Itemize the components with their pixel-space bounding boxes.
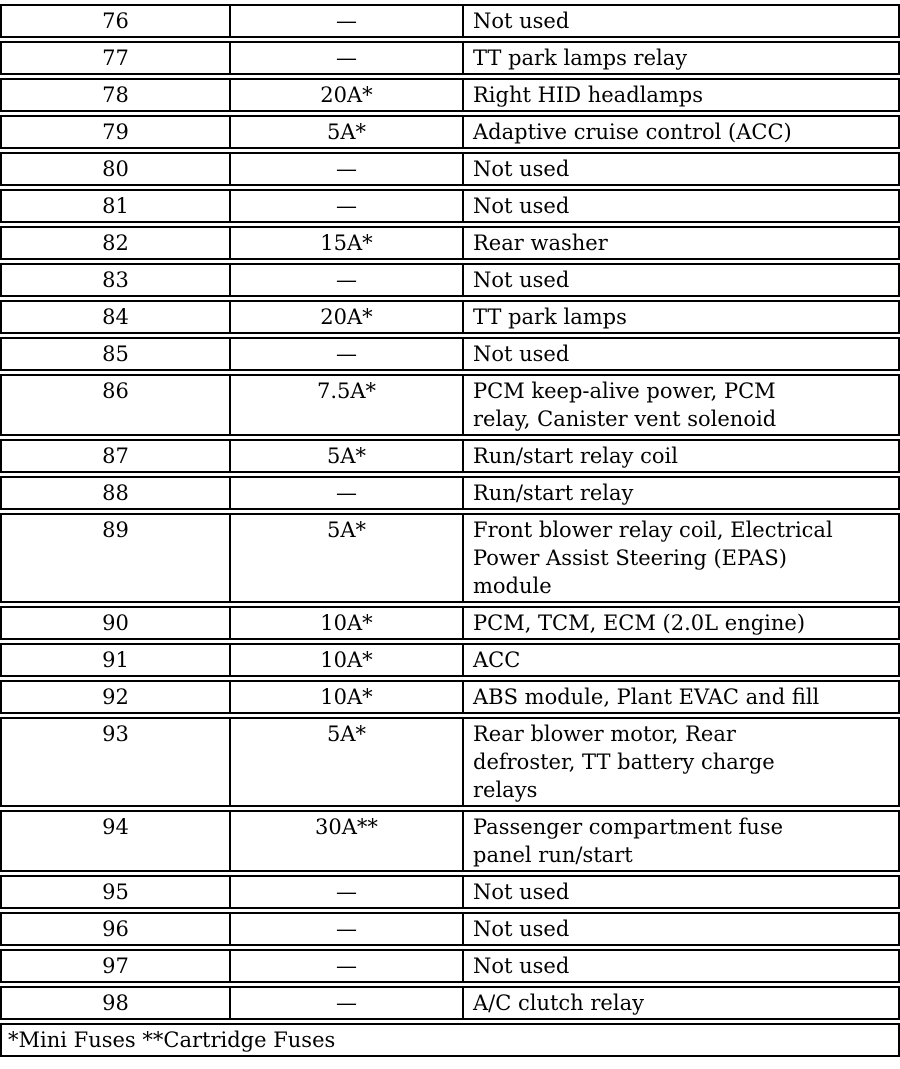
fuse-row <box>0 643 900 677</box>
fuse-row <box>0 374 900 436</box>
description-cell: Run/start relay coil <box>473 444 678 468</box>
rating-cell: 5A* <box>231 515 464 601</box>
footer-row <box>0 1023 900 1057</box>
fuse-row <box>0 152 900 186</box>
fuse-number-cell: 84 <box>2 302 231 332</box>
fuse-row <box>0 115 900 149</box>
fuse-row <box>0 41 900 75</box>
description-cell: Adaptive cruise control (ACC) <box>473 120 792 144</box>
rating-cell: — <box>231 478 464 508</box>
fuse-row <box>0 606 900 640</box>
fuse-row <box>0 875 900 909</box>
fuse-number-cell: 77 <box>2 43 231 73</box>
fuse-number-cell: 80 <box>2 154 231 184</box>
fuse-number-cell: 92 <box>2 682 231 712</box>
fuse-number-cell: 93 <box>2 719 231 805</box>
fuse-number-cell: 86 <box>2 376 231 434</box>
fuse-number-cell: 96 <box>2 914 231 944</box>
fuse-row <box>0 300 900 334</box>
fuse-row <box>0 439 900 473</box>
rating-cell: — <box>231 951 464 981</box>
rating-cell: 20A* <box>231 302 464 332</box>
description-cell: Not used <box>473 9 570 33</box>
rating-cell: — <box>231 988 464 1018</box>
description-cell: Not used <box>473 342 570 366</box>
fuse-number-cell: 95 <box>2 877 231 907</box>
fuse-row <box>0 189 900 223</box>
description-cell: PCM, TCM, ECM (2.0L engine) <box>473 611 806 635</box>
fuse-number-cell: 78 <box>2 80 231 110</box>
fuse-number-cell: 88 <box>2 478 231 508</box>
fuse-number-cell: 89 <box>2 515 231 601</box>
rating-cell: — <box>231 339 464 369</box>
description-cell: Rear washer <box>473 231 608 255</box>
description-cell: Run/start relay <box>473 481 634 505</box>
fuse-number-cell: 79 <box>2 117 231 147</box>
rating-cell: 30A** <box>231 812 464 870</box>
fuse-number-cell: 97 <box>2 951 231 981</box>
fuse-number-cell: 94 <box>2 812 231 870</box>
rating-cell: 5A* <box>231 719 464 805</box>
description-cell: Passenger compartment fuse panel run/start <box>473 815 784 867</box>
description-cell: Not used <box>473 157 570 181</box>
description-cell: PCM keep-alive power, PCM relay, Canister vent solenoid <box>473 379 777 431</box>
rating-cell: 10A* <box>231 682 464 712</box>
description-cell: Not used <box>473 880 570 904</box>
rating-cell: 5A* <box>231 117 464 147</box>
rating-cell: 5A* <box>231 441 464 471</box>
fuse-number-cell: 76 <box>2 6 231 36</box>
footer-note: *Mini Fuses **Cartridge Fuses <box>8 1028 336 1052</box>
description-cell: Not used <box>473 917 570 941</box>
fuse-row <box>0 513 900 603</box>
description-cell: ACC <box>473 648 521 672</box>
rating-cell: 10A* <box>231 608 464 638</box>
rating-cell: 7.5A* <box>231 376 464 434</box>
fuse-row <box>0 78 900 112</box>
rating-cell: — <box>231 154 464 184</box>
description-cell: Not used <box>473 194 570 218</box>
fuse-row <box>0 810 900 872</box>
rating-cell: — <box>231 6 464 36</box>
fuse-row <box>0 263 900 297</box>
fuse-row <box>0 4 900 38</box>
fuse-number-cell: 98 <box>2 988 231 1018</box>
fuse-row <box>0 476 900 510</box>
fuse-row <box>0 680 900 714</box>
fuse-row <box>0 986 900 1020</box>
rating-cell: — <box>231 877 464 907</box>
description-cell: A/C clutch relay <box>473 991 644 1015</box>
fuse-table <box>0 4 900 1057</box>
fuse-row <box>0 717 900 807</box>
description-cell: Front blower relay coil, Electrical Power Assist Steering (EPAS) module <box>473 518 833 598</box>
rating-cell: 10A* <box>231 645 464 675</box>
rating-cell: — <box>231 914 464 944</box>
fuse-row <box>0 912 900 946</box>
description-cell: Not used <box>473 268 570 292</box>
rating-cell: 20A* <box>231 80 464 110</box>
rating-cell: 15A* <box>231 228 464 258</box>
fuse-number-cell: 87 <box>2 441 231 471</box>
description-cell: Not used <box>473 954 570 978</box>
description-cell: ABS module, Plant EVAC and fill <box>473 685 820 709</box>
description-cell: TT park lamps relay <box>473 46 688 70</box>
description-cell: TT park lamps <box>473 305 627 329</box>
fuse-number-cell: 85 <box>2 339 231 369</box>
description-cell: Rear blower motor, Rear defroster, TT battery charge relays <box>473 722 775 802</box>
fuse-number-cell: 83 <box>2 265 231 295</box>
fuse-number-cell: 90 <box>2 608 231 638</box>
fuse-number-cell: 82 <box>2 228 231 258</box>
fuse-number-cell: 81 <box>2 191 231 221</box>
rating-cell: — <box>231 265 464 295</box>
fuse-row <box>0 337 900 371</box>
fuse-row <box>0 949 900 983</box>
fuse-number-cell: 91 <box>2 645 231 675</box>
fuse-row <box>0 226 900 260</box>
description-cell: Right HID headlamps <box>473 83 704 107</box>
rating-cell: — <box>231 43 464 73</box>
rating-cell: — <box>231 191 464 221</box>
